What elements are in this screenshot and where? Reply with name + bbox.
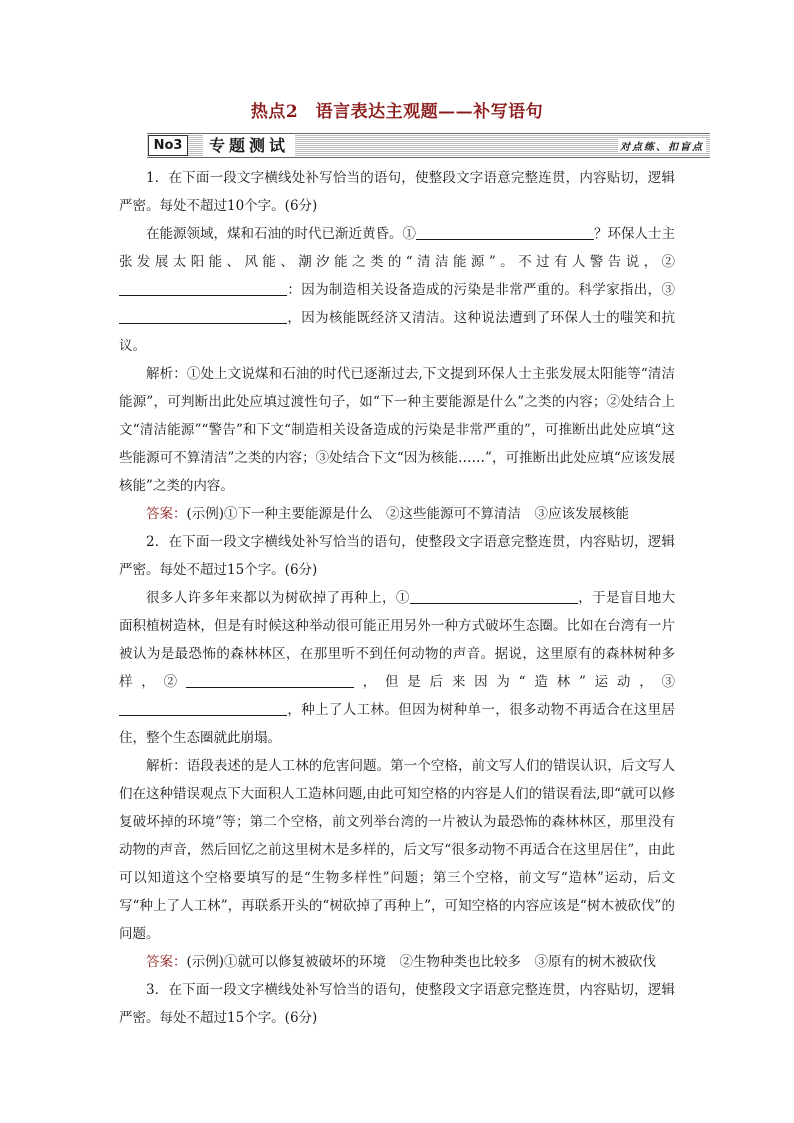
q1-blank-1[interactable] <box>416 223 594 240</box>
q2-passage-text-2a: 多样， <box>119 646 675 690</box>
section-header-bar <box>147 133 710 158</box>
q2-blank-2-marker: ② <box>163 674 186 690</box>
q1-passage-text-3: ：因为制造相关设备造成的污染是非常严重的。科学家指出， <box>287 282 662 298</box>
q2-blank-3-marker: ③ <box>661 674 676 690</box>
answer-text: (示例)①下一种主要能源是什么 ②这些能源可不算清洁 ③应该发展核能 <box>186 506 630 522</box>
q1-blank-2[interactable] <box>119 279 287 296</box>
question-1-stem: 1．在下面一段文字横线处补写恰当的语句，使整段文字语意完整连贯，内容贴切，逻辑严密。每处不超过10个字。(6分) <box>119 170 675 214</box>
section-tag: 对点练、扣盲点 <box>618 138 706 153</box>
document-body <box>119 164 675 1032</box>
question-1-answer <box>119 500 675 528</box>
question-2-stem: 2．在下面一段文字横线处补写恰当的语句，使整段文字语意完整连贯，内容贴切，逻辑严密。每处不超过15个字。(6分) <box>119 534 675 578</box>
q2-blank-3[interactable] <box>119 699 287 716</box>
q2-blank-2[interactable] <box>186 671 354 688</box>
q2-passage-text-2b: ，但是后来因为“造林”运动， <box>353 674 662 690</box>
q1-blank-3[interactable] <box>119 307 287 324</box>
q1-passage-text-1b: ？环保人士主 <box>594 226 675 242</box>
answer-text: (示例)①就可以修复被破坏的环境 ②生物种类也比较多 ③原有的树木被砍伐 <box>186 954 657 970</box>
section-title: 专题测试 <box>203 134 295 157</box>
question-2-answer <box>119 948 675 976</box>
q2-passage-text-3: ，种上了人工林。但因为树种单一，很多动物不再适合在这里居住，整个生态圈就此崩塌。 <box>119 702 675 746</box>
q2-blank-1[interactable] <box>410 587 578 604</box>
q2-passage-text-1b: ，于是盲目地大面积植树造林，但是有时候这种举动很可能正用另外一种方式破坏生态圈。比如在台湾有一片被认为是最恐怖的森林林区，在那里听不到任何动物的声音。据说，这里原有的森林树种 <box>119 590 676 662</box>
section-number: No3 <box>148 135 188 156</box>
question-2-passage <box>119 584 675 752</box>
question-1-passage <box>119 220 675 360</box>
page-title: 热点2 语言表达主观题——补写语句 <box>250 102 544 122</box>
q2-passage-text-1a: 很多人许多年来都以为树砍掉了再种上，① <box>146 590 410 606</box>
answer-label: 答案： <box>146 506 187 522</box>
q1-blank-2-marker: ② <box>661 254 675 270</box>
question-1-analysis: 解析：①处上文说煤和石油的时代已逐渐过去,下文提到环保人士主张发展太阳能等“清洁能源”，可判断出此处应填过渡性句子，如“下一种主要能源是什么”之类的内容；②处结合上文“清洁能源”“警告”和下文“制造相关设备造成的污染是非常严重的”，可推断出此处应填“这些能源可不算清洁”之类的内容；③处结合下文“因为核能……”，可推断出此处应填“应该发展核能”之类的内容。 <box>119 366 675 494</box>
answer-label: 答案： <box>146 954 187 970</box>
q1-passage-text-1a: 在能源领域，煤和石油的时代已渐近黄昏。① <box>146 226 416 242</box>
q1-passage-text-4: ，因为核能既经济又清洁。这种说法遭到了环保人士的嗤笑和抗议。 <box>119 310 675 354</box>
q1-blank-3-marker: ③ <box>661 282 675 298</box>
q1-passage-text-2: 张发展太阳能、风能、潮汐能之类的“清洁能源”。不过有人警告说， <box>119 254 662 270</box>
question-3-stem: 3．在下面一段文字横线处补写恰当的语句，使整段文字语意完整连贯，内容贴切，逻辑严密。每处不超过15个字。(6分) <box>119 982 675 1026</box>
question-2-analysis: 解析：语段表述的是人工林的危害问题。第一个空格，前文写人们的错误认识，后文写人们在这种错误观点下大面积人工造林问题,由此可知空格的内容是人们的错误看法,即“就可以修复破坏掉的环境”等；第二个空格，前文列举台湾的一片被认为最恐怖的森林林区，那里没有动物的声音，然后回忆之前这里树木是多样的，后文写“很多动物不再适合在这里居住”，由此可以知道这个空格要填写的是“生物多样性”问题；第三个空格，前文写“造林”运动，后文写“种上了人工林”，再联系开头的“树砍掉了再种上”，可知空格的内容应该是“树木被砍伐”的问题。 <box>119 758 675 942</box>
